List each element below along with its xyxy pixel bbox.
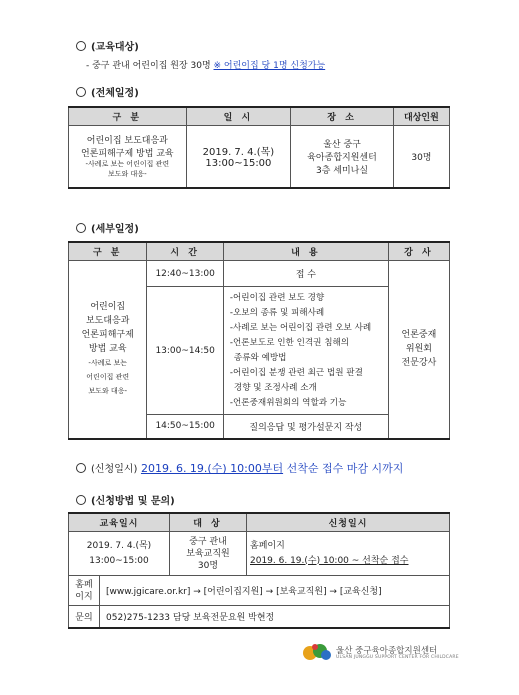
- count-cell: 30명: [393, 126, 449, 188]
- section-detail-title: (세부일정): [76, 220, 139, 235]
- method-datetime-cell: 2019. 7. 4.(목) 13:00~15:00: [69, 532, 170, 576]
- target-line: - 중구 관내 어린이집 원장 30명 ※ 어린이집 당 1명 신청가능: [86, 61, 326, 71]
- footer-org-name: 울산 중구육아종합지원센터: [336, 646, 438, 656]
- header-lecturer: 강 사: [388, 242, 449, 261]
- contact-value: 052)275-1233 담당 보육전문요원 박현정: [100, 606, 450, 628]
- header-count: 대상인원: [393, 107, 449, 126]
- method-target-cell: 중구 관내 보육교직원 30명: [170, 532, 247, 576]
- target-note: ※ 어린이집 당 1명 신청가능: [213, 61, 326, 71]
- section-overall-title: (전체일정): [76, 84, 139, 99]
- header-edu-datetime: 교육일시: [69, 513, 170, 532]
- header-datetime: 일 시: [186, 107, 291, 126]
- row1-time: 12:40~13:00: [147, 261, 223, 287]
- header-category: 구 분: [69, 242, 147, 261]
- row2-time: 13:00~14:50: [147, 287, 223, 415]
- detail-course-cell: 어린이집 보도대응과 언론피해구제 방법 교육 -사례로 보는 어린이집 관련 보도와 대응-: [69, 261, 147, 439]
- row1-content: 접 수: [223, 261, 388, 287]
- header-place: 장 소: [291, 107, 394, 126]
- header-content: 내 용: [223, 242, 388, 261]
- circle-bullet-icon: [76, 463, 86, 473]
- place-cell: 울산 중구 육아종합지원센터 3층 세미나실: [291, 126, 394, 188]
- overall-schedule-table: [68, 106, 450, 189]
- row3-content: 질의응답 및 평가설문지 작성: [223, 415, 388, 439]
- detail-schedule-table: [68, 241, 450, 440]
- datetime-cell: 2019. 7. 4.(목) 13:00~15:00: [186, 126, 291, 188]
- course-cell: 어린이집 보도대응과 언론피해구제 방법 교육 -사례로 보는 어린이집 관련 보도와 대응-: [69, 126, 187, 188]
- circle-bullet-icon: [76, 87, 86, 97]
- row2-content: -어린이집 관련 보도 경향 -오보의 종류 및 피해사례 -사례로 보는 어린이집 관련 오보 사례 -언론보도로 인한 인격권 침해의 종류와 예방법 -어린이집 분쟁 관련 최근 법원 판결 경향 및 조정사례 소개 -언론중재위원회의 역할과 기능: [223, 287, 388, 415]
- circle-bullet-icon: [76, 41, 86, 51]
- header-category: 구 분: [69, 107, 187, 126]
- section-target-title: (교육대상): [76, 38, 139, 53]
- row3-time: 14:50~15:00: [147, 415, 223, 439]
- center-logo-icon: [302, 641, 332, 666]
- circle-bullet-icon: [76, 223, 86, 233]
- apply-suffix: 선착순 접수 마감 시까지: [286, 462, 404, 475]
- lecturer-cell: 언론중재 위원회 전문강사: [388, 261, 449, 439]
- header-target: 대 상: [170, 513, 247, 532]
- homepage-label: 홈페 이지: [69, 576, 100, 606]
- header-apply-datetime: 신청일시: [247, 513, 450, 532]
- footer-org-english: ULSAN JUNGGU SUPPORT CENTER FOR CHILDCARE: [336, 655, 459, 660]
- section-method-title: (신청방법 및 문의): [76, 492, 175, 507]
- homepage-path-link[interactable]: [www.jgicare.or.kr] → [어린이집지원] → [보육교직원] → [교육신청]: [100, 576, 450, 606]
- apply-date: 2019. 6. 19.(수) 10:00부터: [140, 462, 284, 475]
- circle-bullet-icon: [76, 495, 86, 505]
- apply-datetime-line: (신청일시) 2019. 6. 19.(수) 10:00부터 선착순 접수 마감 시까지: [76, 460, 403, 476]
- contact-label: 문의: [69, 606, 100, 628]
- method-table: [68, 512, 450, 629]
- method-apply-cell: 홈페이지 2019. 6. 19.(수) 10:00 ~ 선착순 접수: [247, 532, 450, 576]
- header-time: 시 간: [147, 242, 223, 261]
